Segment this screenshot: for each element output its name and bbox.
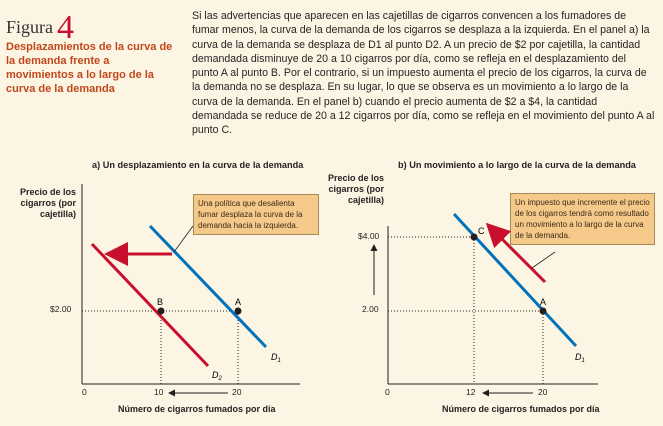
panel-b-xtick-12: 12: [466, 387, 476, 397]
panel-b-xtick-20: 20: [538, 387, 548, 397]
panel-b-price-tick-2: 2.00: [362, 304, 379, 314]
panel-b-label-d1: $D_1$: [575, 352, 585, 364]
panel-b-d1-curve: [454, 214, 576, 346]
panel-b-point-a: [540, 308, 547, 315]
panel-b-xlabel: Número de cigarros fumados por día: [442, 404, 600, 414]
panel-b-title: b) Un movimiento a lo largo de la curva de la demanda: [398, 160, 636, 170]
panel-b-label-a: A: [540, 297, 547, 307]
panel-a-price-tick: $2.00: [50, 304, 72, 314]
figure-word: Figura: [6, 17, 53, 37]
panel-a-xlabel: Número de cigarros fumados por día: [118, 404, 276, 414]
panel-a-d2-curve: [92, 244, 208, 366]
panel-a-label-d1: $D_1$: [271, 352, 281, 364]
figure-title: Desplazamientos de la curva de la demanda frente a movimientos a lo largo de la curva de la demanda: [6, 41, 173, 95]
panel-a-d1-curve: [150, 226, 266, 347]
figure-number: 4: [57, 9, 74, 46]
panel-b-note-pointer: [532, 252, 555, 268]
panel-b-point-c: [471, 234, 478, 241]
panel-b-price-tick-4: $4.00: [358, 231, 380, 241]
panel-b-move-arrow: [490, 227, 545, 282]
panel-a-point-b: [158, 308, 165, 315]
panel-a-label-b: B: [157, 297, 164, 307]
panel-a-label-a: A: [235, 297, 242, 307]
panel-a-origin: 0: [82, 387, 87, 397]
panel-b-origin: 0: [385, 387, 390, 397]
panel-a-xtick-10: 10: [154, 387, 164, 397]
caption-paragraph: Si las advertencias que aparecen en las cajetillas de cigarros convencen a los fumadores de fumar menos, la curva de la demanda de los cigarros se desplaza a la izquierda. En el panel a) la curva de la demanda se desplaza de D1 al punto D2. A un precio de $2 por cajetilla, la cantidad demandada disminuye de 20 a 10 cigarros por día, como se refleja en el desplazamiento del punto A al punto B. Por el contrario, si un impuesto aumenta el precio de los cigarros, la curva de la demanda no se desplaza. En su lugar, lo que se observa es un movimiento a lo largo de la curva de la demanda. En el panel b) cuando el precio aumenta de $2 a $4, la cantidad demandada se reduce de 20 a 12 cigarros por día, como se refleja en el movimiento del punto A al punto C.: [192, 10, 655, 137]
panel-a-ylabel: Precio de los cigarros (por cajetilla): [19, 187, 76, 219]
panel-a-note-pointer: [174, 226, 193, 252]
panel-a-title: a) Un desplazamiento en la curva de la demanda: [92, 160, 304, 170]
panel-a-label-d2: $D_2$: [212, 370, 222, 382]
panel-b-note: Un impuesto que incremente el precio de los cigarros tendrá como resultado un movimiento a lo largo de la curva de la demanda.: [510, 193, 655, 245]
panel-a-note: Una política que desalienta fumar desplaza la curva de la demanda hacia la izquierda.: [193, 194, 319, 235]
panel-a-point-a: [235, 308, 242, 315]
panel-a-xtick-20: 20: [232, 387, 242, 397]
panel-b-label-c: C: [478, 226, 485, 236]
panel-b-ylabel: Precio de los cigarros (por cajetilla): [327, 173, 384, 205]
